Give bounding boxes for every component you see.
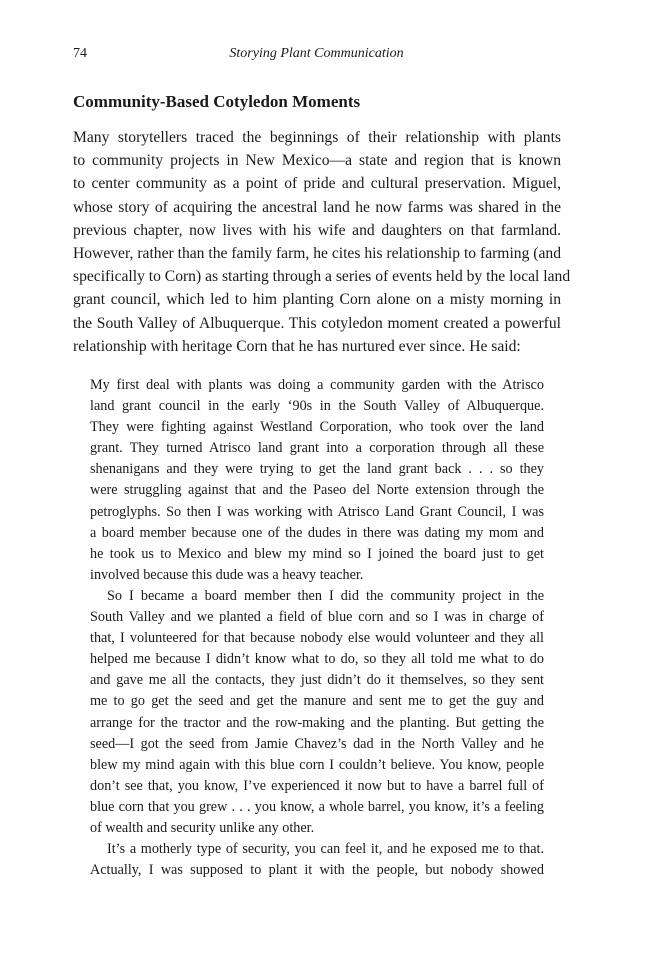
quote-line: that, I volunteered for that because nobody else would volunteer and they all xyxy=(90,630,544,647)
quote-line: arrange for the tractor and the row-making and the planting. But getting the xyxy=(90,714,544,731)
quote-line: of wealth and security unlike any other. xyxy=(90,819,315,836)
quote-line: blew my mind again with this blue corn I couldn’t believe. You know, people xyxy=(90,756,544,773)
quote-line: So I became a board member then I did the community project in the xyxy=(107,587,544,604)
running-head xyxy=(73,46,560,66)
quote-line: he took us to Mexico and blew my mind so I joined the board just to get xyxy=(90,545,544,562)
quote-line: seed—I got the seed from Jamie Chavez’s dad in the North Valley and he xyxy=(90,735,544,752)
quote-line: and gave me all the contacts, they just didn’t do it themselves, so they sent xyxy=(90,672,544,689)
quote-line: helped me because I didn’t know what to do, so they all told me what to do xyxy=(90,651,544,668)
quote-line: land grant council in the early ‘90s in the South Valley of Albuquerque. xyxy=(90,398,544,415)
quote-line: They were fighting against Westland Corporation, who took over the land xyxy=(90,419,544,436)
body-line: whose story of acquiring the ancestral land he now farms was shared in the xyxy=(73,198,561,216)
body-line: specifically to Corn) as starting through a series of events held by the local land xyxy=(73,268,571,286)
quote-line: shenanigans and they were trying to get the land grant back . . . so they xyxy=(90,461,544,478)
quote-line: It’s a motherly type of security, you can feel it, and he exposed me to that. xyxy=(107,841,544,858)
block-quote xyxy=(90,375,544,881)
quote-line: petroglyphs. So then I was working with Atrisco Land Grant Council, I was xyxy=(90,503,544,520)
section-heading: Community-Based Cotyledon Moments xyxy=(73,92,361,111)
quote-line: were struggling against that and the Paseo del Norte extension through the xyxy=(90,482,544,499)
running-title: Storying Plant Communication xyxy=(229,46,404,61)
quote-line: me to go get the seed and get the manure and sent me to get the guy and xyxy=(90,693,544,710)
body-line: the South Valley of Albuquerque. This cotyledon moment created a powerful xyxy=(73,314,561,332)
quote-line: My first deal with plants was doing a community garden with the Atrisco xyxy=(90,377,544,393)
quote-line: South Valley and we planted a field of blue corn and so I was in charge of xyxy=(90,609,544,626)
quote-line: a board member because one of the dudes in there was dating my mom and xyxy=(90,524,544,541)
body-line: grant council, which led to him planting Corn alone on a misty morning in xyxy=(73,291,561,309)
quote-line: Actually, I was supposed to plant it with the people, but nobody showed xyxy=(90,862,544,879)
body-line: relationship with heritage Corn that he has nurtured ever since. He said: xyxy=(73,337,521,355)
body-line: to community projects in New Mexico—a state and region that is known xyxy=(73,152,561,170)
body-line: However, rather than the family farm, he cites his relationship to farming (and xyxy=(73,244,561,262)
quote-line: grant. They turned Atrisco land grant into a corporation through all these xyxy=(90,440,544,457)
page-number: 74 xyxy=(73,46,87,61)
quote-line: don’t see that, you know, I’ve experienced it now but to have a barrel full of xyxy=(90,777,544,794)
quote-line: blue corn that you grew . . . you know, a whole barrel, you know, it’s a feeling xyxy=(90,798,544,815)
body-line: previous chapter, now lives with his wife and daughters on that farmland. xyxy=(73,221,561,239)
quote-line: involved because this dude was a heavy teacher. xyxy=(90,566,364,583)
body-line: Many storytellers traced the beginnings of their relationship with plants xyxy=(73,129,561,146)
body-paragraph xyxy=(73,126,571,358)
body-line: to center community as a point of pride and cultural preservation. Miguel, xyxy=(73,175,561,193)
